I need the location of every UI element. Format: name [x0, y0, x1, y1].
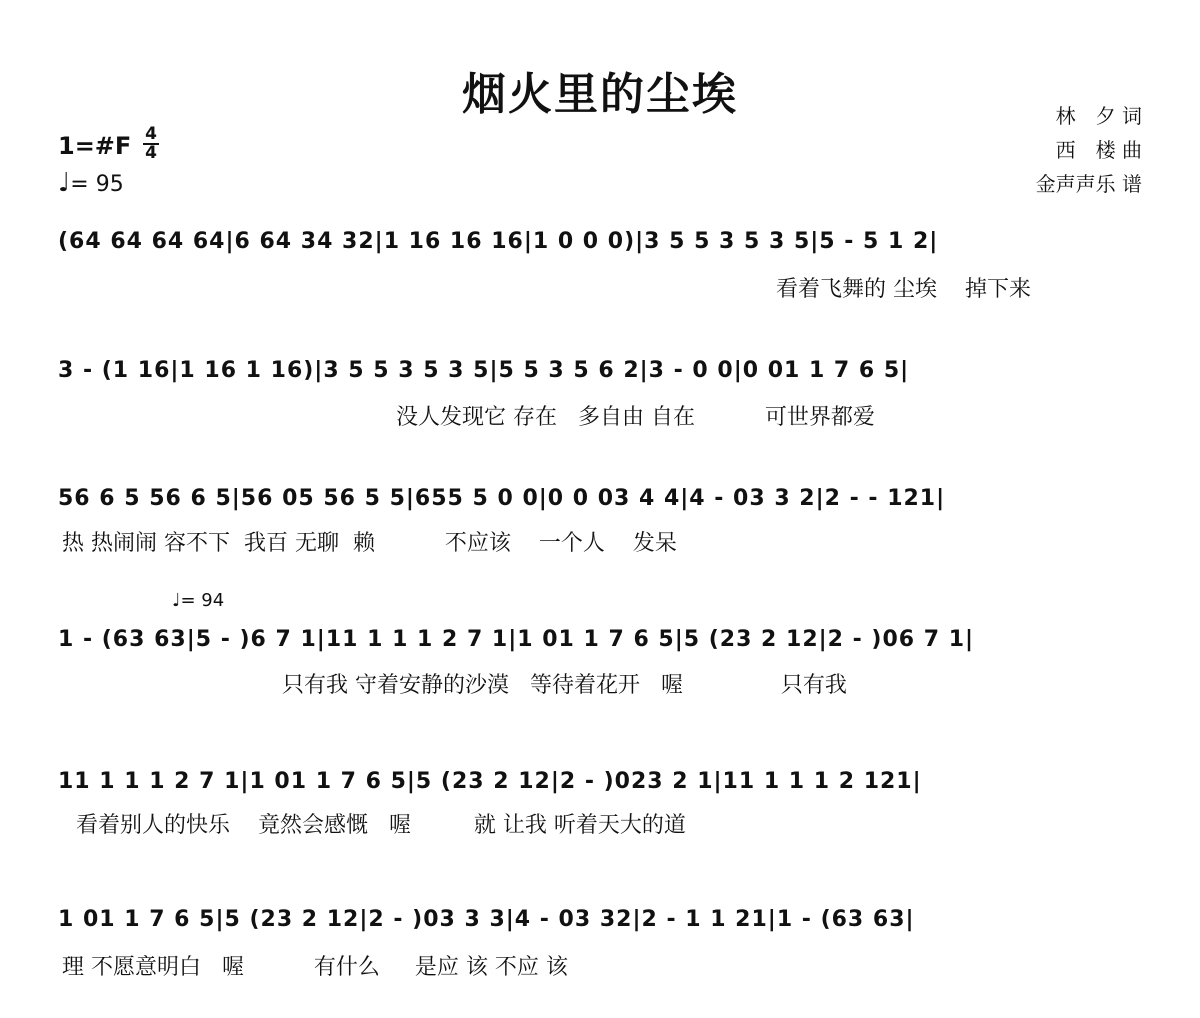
tempo-change-value: = 94: [180, 590, 225, 611]
notation-line-1: (64 64 64 64|6 64 34 32|1 16 16 16|1 0 0 0)|3 5 5 3 5 3 5|5 - 5 1 2|: [58, 228, 939, 254]
time-signature-top: 4: [145, 124, 157, 144]
lyric-line-5: 看着别人的快乐 竟然会感慨 喔 就 让我 听着天大的道: [76, 813, 686, 838]
lyricist-credit: 林 夕 词: [1055, 104, 1142, 128]
key-signature: 1=#F: [58, 132, 132, 160]
tempo-value: = 95: [70, 172, 124, 197]
tempo-change-marking: [172, 590, 224, 611]
composer-credit: 西 楼 曲: [1055, 138, 1142, 162]
notation-line-5: 11 1 1 1 2 7 1|1 01 1 7 6 5|5 (23 2 12|2 - )023 2 1|11 1 1 1 2 121|: [58, 768, 922, 794]
notation-line-2: 3 - (1 16|1 16 1 16)|3 5 5 3 5 3 5|5 5 3 5 6 2|3 - 0 0|0 01 1 7 6 5|: [58, 357, 910, 383]
tempo-marking: [58, 168, 124, 198]
notation-line-6: 1 01 1 7 6 5|5 (23 2 12|2 - )03 3 3|4 - 03 32|2 - 1 1 21|1 - (63 63|: [58, 906, 915, 932]
time-signature-bottom: 4: [145, 143, 157, 163]
transcriber-credit: 金声声乐 谱: [1035, 172, 1142, 196]
notation-line-4: 1 - (63 63|5 - )6 7 1|11 1 1 1 2 7 1|1 01 1 7 6 5|5 (23 2 12|2 - )06 7 1|: [58, 626, 975, 652]
quarter-note-icon: ♩: [172, 590, 181, 611]
lyric-line-1: 看着飞舞的 尘埃 掉下来: [776, 277, 1031, 302]
song-title: 烟火里的尘埃: [462, 69, 738, 120]
lyric-line-2: 没人发现它 存在 多自由 自在 可世界都爱: [396, 405, 875, 430]
lyric-line-3: 热 热闹闹 容不下 我百 无聊 赖 不应该 一个人 发呆: [62, 531, 677, 556]
notation-line-3: 56 6 5 56 6 5|56 05 56 5 5|655 5 0 0|0 0 03 4 4|4 - 03 3 2|2 - - 121|: [58, 485, 946, 511]
lyric-line-6: 理 不愿意明白 喔 有什么 是应 该 不应 该: [62, 955, 568, 980]
quarter-note-icon: ♩: [58, 168, 71, 198]
lyric-line-4: 只有我 守着安静的沙漠 等待着花开 喔 只有我: [282, 673, 847, 698]
time-signature: [143, 126, 159, 162]
